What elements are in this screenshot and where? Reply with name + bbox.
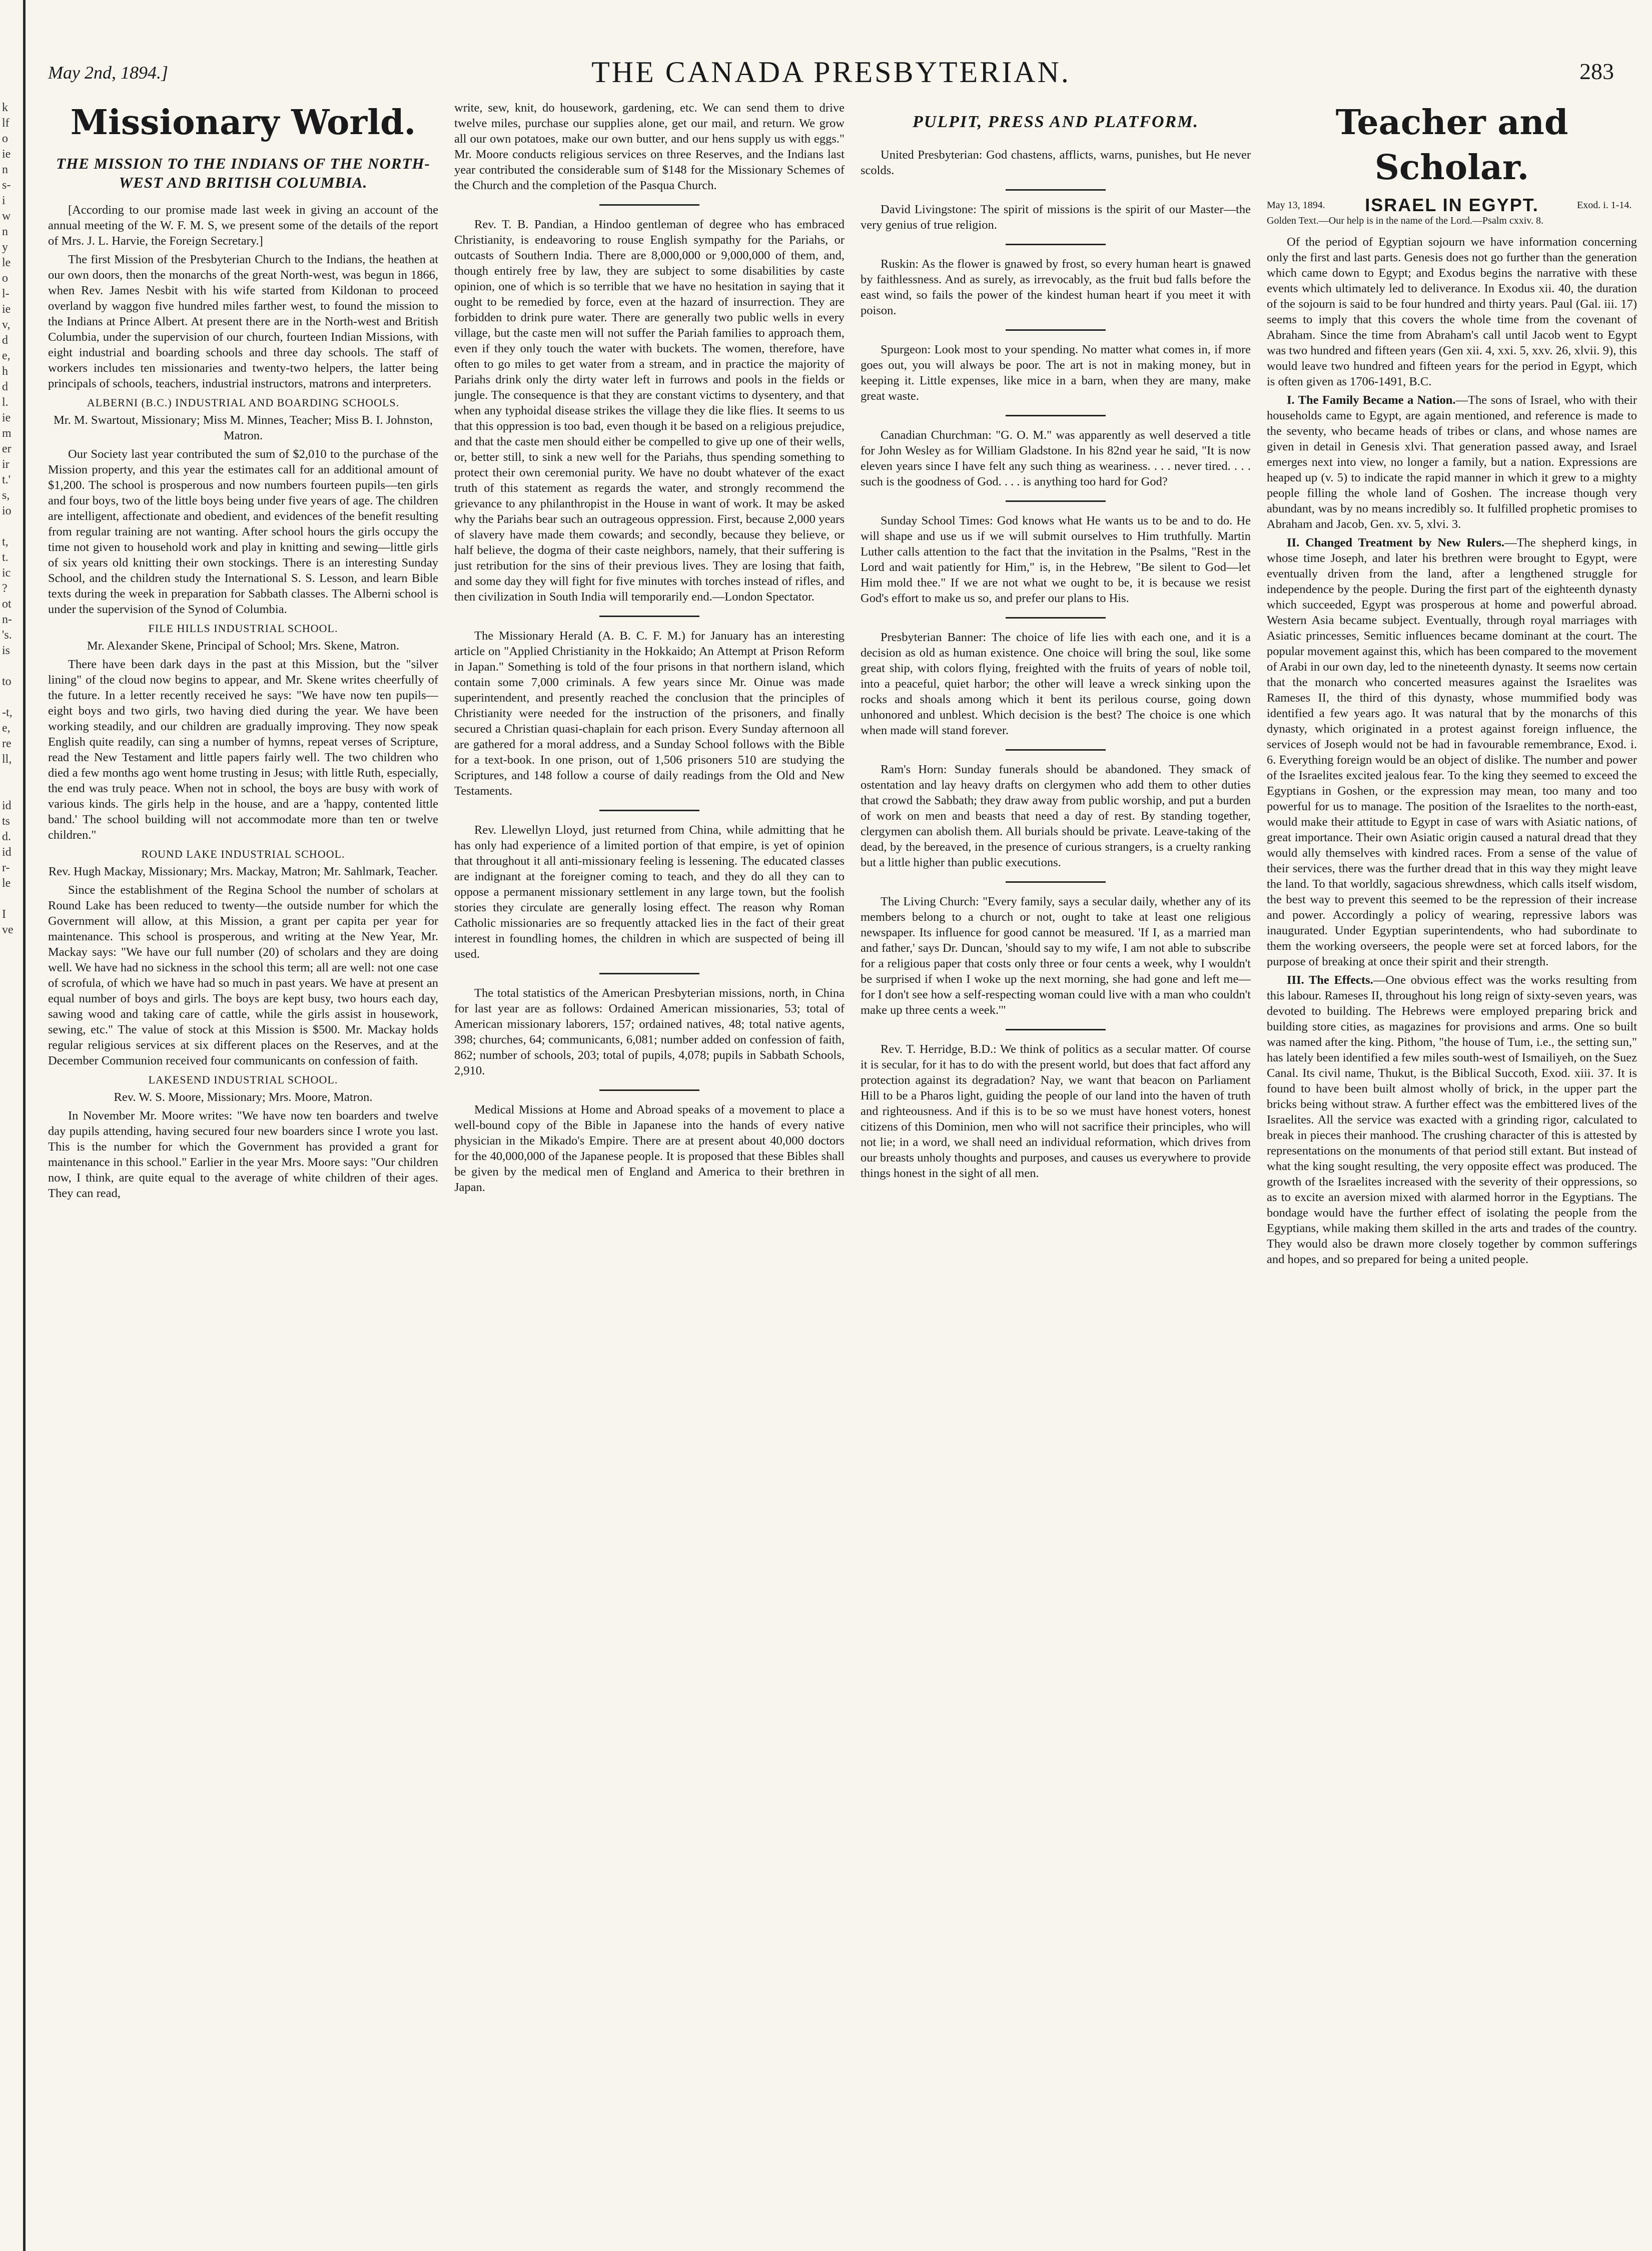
margin-fragment: is bbox=[2, 644, 11, 657]
margin-fragment: d. bbox=[2, 830, 11, 843]
column-teacher-and-scholar bbox=[1267, 100, 1637, 2232]
margin-fragment: le bbox=[2, 877, 11, 890]
margin-fragment bbox=[2, 783, 20, 798]
margin-fragment: ve bbox=[2, 923, 14, 936]
margin-fragment: id bbox=[2, 846, 12, 859]
margin-fragment: ir bbox=[2, 458, 10, 471]
lesson-title: ISRAEL IN EGYPT. bbox=[1365, 195, 1539, 215]
margin-fragment: -t, bbox=[2, 706, 13, 719]
school-heading: ALBERNI (B.C.) INDUSTRIAL AND BOARDING SCHOOLS. bbox=[87, 396, 400, 409]
margin-fragment: s- bbox=[2, 179, 11, 192]
divider bbox=[599, 616, 699, 617]
column-missionary-world bbox=[48, 100, 438, 2232]
divider bbox=[1006, 500, 1106, 502]
margin-fragment: m bbox=[2, 427, 12, 440]
margin-fragment: ts bbox=[2, 815, 11, 828]
margin-fragment: l. bbox=[2, 396, 9, 409]
margin-fragment bbox=[2, 690, 20, 705]
divider bbox=[599, 810, 699, 811]
divider bbox=[1006, 881, 1106, 883]
margin-fragment: n bbox=[2, 225, 8, 238]
point-text: —The sons of Israel, who with their households came to Egypt, are again mentioned, and reference is made to the seventy, who became heads of tribes or clans, and whose names are given in detail in Genesis xlvi. That generation passed away, and Israel emerges next into view, no longer a family, but a nation. Expressions are heaped up (v. 5) to indicate the rapid manner in which it grew to a mighty people filling the whole land of Goshen. The increase though very abundant, was by no means incredibly so. It fulfilled prophetic promises to Abraham and Jacob, Gen. xv. 5, xlvi. 3. bbox=[1267, 393, 1637, 531]
article-paragraph: The total statistics of the American Presbyterian missions, north, in China for last year are as follows: Ordained American missionaries, 53; total of American missionary laborers, 157; ordained natives, 48; total native agents, 398; churches, 64; communicants, 6,081; number added on confession of faith, 862; number of schools, 203; total of pupils, 4,078; pupils in Sabbath Schools, 2,910. bbox=[454, 986, 845, 1077]
page-number: 283 bbox=[1579, 59, 1614, 84]
divider bbox=[1006, 617, 1106, 619]
margin-fragment: ie bbox=[2, 411, 11, 424]
margin-fragment: d bbox=[2, 334, 8, 347]
article-intro: [According to our promise made last week in giving an account of the annual meeting of the W. F. M. S, we present some of the details of the report of Mrs. J. L. Harvie, the Foreign Secretary.] bbox=[48, 203, 438, 248]
article-paragraph: write, sew, knit, do housework, gardening, etc. We can send them to drive twelve miles, purchase our supplies alone, get our mail, and return. We grow all our own potatoes, make our own butter, and our hens supply us with eggs." Mr. Moore conducts religious services on three Reserves, and the Indians last year contributed the considerable sum of $148 for the Missionary Schemes of the Church and the completion of the Pasqua Church. bbox=[454, 101, 845, 192]
margin-fragment: I bbox=[2, 908, 6, 921]
divider bbox=[599, 204, 699, 206]
margin-fragment: id bbox=[2, 799, 12, 812]
margin-fragment: h bbox=[2, 365, 8, 378]
article-paragraph: Rev. Llewellyn Lloyd, just returned from China, while admitting that he has only had experience of a limited portion of that empire, is yet of opinion that throughout it all anti-missionary feeling is lessening. The educated classes are indignant at the foreigner coming to teach, and they do all they can to oppose a permanent missionary settlement in any large town, but the foolish stories they circulate are generally losing effect. The reason why Roman Catholic missionaries are so frequently attacked lies in the fact of their great interest in foundling homes, the children in which are suspected of being ill used. bbox=[454, 823, 845, 961]
lesson-point bbox=[1267, 535, 1637, 969]
margin-fragment bbox=[2, 891, 20, 907]
margin-fragment: i bbox=[2, 194, 6, 207]
point-text: —The shepherd kings, in whose time Joseph, and later his brethren were brought to Egypt, were eventually driven from the land, after a lengthened struggle for independence by the people. During the first part of the eighteenth dynasty which succeeded, Egypt was prosperous at home and powerful abroad. Western Asia became subject. Eventually, through royal marriages with Asiatic princesses, Semitic influences became dominant at the court. The popular movement against this, which has been compared to the movement of Arabi in our own day, led to the nineteenth dynasty. It seems now certain that the monarch who concerted measures against the Israelites was Rameses II, the third of this dynasty, whose mummified body was identified a few years ago. It was natural that by the monarchs of this dynasty, which originated in a protest against foreign influence, the services of Joseph would not be had in favourable remembrance, Exod. i. 6. Everything foreign would be an object of dislike. The number and power of the Israelites excited jealous fear. To the king they seemed to exceed the Egyptians in Goshen, or the expression may mean, too many and too powerful for us to manage. The position of the Israelites to the north-east, would make their attitude to Egypt in case of wars with Asiatic nations, of great importance. Their own Asiatic origin caused a natural dread that they would ally themselves with kindred races. From a sense of the value of their services, there was the further dread that in this way they might leave the land. To that worldly, sagacious shrewdness, which calls itself wisdom, the best way to prevent this seemed to be the repression of their increase and power. Accordingly a policy of wearing, repressive labors was inaugurated. Under Egyptian superintendents, who had subordinate to them the working overseers, the people were set at forced labors, for the purpose of breaking at once their spirit and their strength. bbox=[1267, 536, 1637, 968]
lesson-point bbox=[1267, 972, 1637, 1267]
column-pulpit-press-platform bbox=[861, 100, 1251, 2232]
divider bbox=[1006, 244, 1106, 245]
margin-fragment: d bbox=[2, 380, 8, 393]
school-heading: LAKESEND INDUSTRIAL SCHOOL. bbox=[148, 1073, 338, 1086]
newspaper-title: THE CANADA PRESBYTERIAN. bbox=[591, 56, 1071, 89]
margin-fragment: e, bbox=[2, 349, 11, 362]
margin-fragment: o bbox=[2, 272, 8, 285]
article-paragraph: Since the establishment of the Regina School the number of scholars at Round Lake has been reduced to twenty—the outside number for which the Government will allow, at this Mission, a grant per capita per year for maintenance. This school is prosperous, and writing at the New Year, Mr. Mackay says: "We have our full number (20) of scholars and they are doing well. We have had no sickness in the school this term; all are well: not one case of scrofula, of which we have had so much in past years. We have at present an equal number of boys and girls. The boys are kept busy, two hours each day, sawing wood and taking care of cattle, while the girls assist in housework, sewing, etc." The value of stock at this Mission is $500. Mr. Mackay holds regular religious services at six different places on the Reserves, and at the December Communion received four communicants on confession of faith. bbox=[48, 883, 438, 1067]
school-staff: Rev. W. S. Moore, Missionary; Mrs. Moore, Matron. bbox=[114, 1090, 373, 1104]
point-label: I. The Family Became a Nation. bbox=[1287, 393, 1456, 407]
quotation: Ruskin: As the flower is gnawed by frost, so every human heart is gnawed by faithlessness. And as surely, as irrevocably, as the fruit bud falls before the east wind, so fails the power of the kindest human heart if you meet it with poison. bbox=[861, 257, 1251, 317]
margin-fragment: r- bbox=[2, 861, 10, 874]
article-paragraph: In November Mr. Moore writes: "We have now ten boarders and twelve day pupils attending, having secured four new boarders since I wrote you last. This is the number for which the Government has provided a grant for maintenance in this school." Earlier in the year Mrs. Moore says: "Our children now, I think, are quite equal to the average of white children of their ages. They can read, bbox=[48, 1109, 438, 1200]
margin-fragment: le bbox=[2, 256, 11, 269]
margin-fragment: ie bbox=[2, 303, 11, 316]
margin-fragment: e, bbox=[2, 722, 11, 735]
margin-fragment: y bbox=[2, 241, 8, 254]
margin-fragment: ot bbox=[2, 598, 12, 611]
divider bbox=[599, 973, 699, 974]
margin-fragment: t.' bbox=[2, 473, 11, 486]
margin-fragment: ? bbox=[2, 582, 8, 595]
margin-fragment: er bbox=[2, 442, 12, 455]
school-heading: ROUND LAKE INDUSTRIAL SCHOOL. bbox=[141, 848, 345, 860]
margin-fragment: t, bbox=[2, 535, 9, 548]
column-missionary-news bbox=[454, 100, 845, 2232]
issue-date: May 2nd, 1894.] bbox=[48, 63, 168, 83]
quotation: The Living Church: "Every family, says a secular daily, whether any of its members belong to a church or not, ought to take at least one religious newspaper. Its influence for good cannot be measured. 'If I, as a married man and father,' says Dr. Duncan, 'should say to my wife, I am not able to subscribe for a religious paper that costs only three or four cents a week, why I wouldn't be surprised if when I woke up the next morning, she had gone and left me—for I don't see how a self-respecting woman could live with a man who couldn't make up three cents a week.'" bbox=[861, 895, 1251, 1017]
lesson-point bbox=[1267, 392, 1637, 532]
margin-fragment bbox=[2, 767, 20, 783]
margin-fragment: lf bbox=[2, 117, 10, 130]
point-text: —One obvious effect was the works resulting from this labour. Rameses II, throughout his long reign of sixty-seven years, was devoted to building. The Hebrews were employed preparing brick and building store cities, as magazines for provisions and arms. One so built was named after the king. Pithom, "the house of Tum, i.e., the setting sun," has lately been identified a few miles south-west of Ismailiyeh, on the Suez Canal. Its civil name, Thukut, is the Biblical Succoth, Exod. xiii. 37. It is found to have been built almost wholly of brick, in the upper part the bricks being without straw. A further effect was the embittered lives of the Israelites. All the service was exacted with a grinding rigor, calculated to break in pieces their manhood. The crushing character of this is attested by representations on the monuments of that period still extant. But instead of what the king sought resulting, the very opposite effect was produced. The growth of the Israelites increased with the severity of their oppressions, so as to excite an aversion mixed with alarmed horror in the Egyptians. The bondage would have the further effect of isolating the people from the Egyptians, while making them skilled in the arts and trades of the country. They would also be drawn more closely together by common sufferings and hopes, and so prepared for being a united people. bbox=[1267, 973, 1637, 1266]
margin-fragment: io bbox=[2, 504, 12, 517]
quotation: Rev. T. Herridge, B.D.: We think of politics as a secular matter. Of course it is secular, for it has to do with the present world, but does that fact afford any protection against its degradation? Nay, we want that beacon on Parliament Hill to be a Pharos light, guiding the people of our land into the haven of truth and righteousness. And if this is to be so we must have honest voters, honest citizens of this Dominion, men who will not sacrifice their principles, who will not lie; in a word, we shall need an individual reformation, which drives from our breasts unholy thoughts and purposes, and causes us everywhere to provide things honest in the sight of all men. bbox=[861, 1042, 1251, 1180]
margin-fragment: re bbox=[2, 737, 12, 750]
section-title: Teacher and Scholar. bbox=[1335, 103, 1568, 188]
point-label: II. Changed Treatment by New Rulers. bbox=[1287, 536, 1505, 549]
margin-fragment: ic bbox=[2, 567, 11, 580]
margin-fragment: o bbox=[2, 132, 8, 145]
school-staff: Rev. Hugh Mackay, Missionary; Mrs. Mackay, Matron; Mr. Sahlmark, Teacher. bbox=[48, 865, 438, 878]
article-paragraph: There have been dark days in the past at this Mission, but the "silver lining" of the cloud now begins to appear, and Mr. Skene writes cheerfully of the future. In a letter recently received he says: "We have now ten pupils—eight boys and two girls, two having died during the year. We have been working steadily, and our children are gradually improving. They now speak English quite readily, can sing a number of hymns, repeat verses of Scripture, read the New Testament and little papers fairly well. The two children who died a few months ago went home trusting in Jesus; with little Ruth, especially, the end was truly peace. When not in school, the boys are busy with work of various kinds. The girls help in the house, and are a 'happy, contented little band.' The school building will not accommodate more than ten or twelve children." bbox=[48, 658, 438, 842]
margin-fragment: n- bbox=[2, 613, 12, 626]
quotation: David Livingstone: The spirit of missions is the spirit of our Master—the very genius of true religion. bbox=[861, 203, 1251, 232]
article-paragraph: Medical Missions at Home and Abroad speaks of a movement to place a well-bound copy of the Bible in Japanese into the hands of every native physician in the Mikado's Empire. There are at present about 40,000 doctors for the 40,000,000 of the Japanese people. It is proposed that these Bibles shall be given by the medical men of England and America to their brethren in Japan. bbox=[454, 1103, 845, 1194]
section-title: PULPIT, PRESS AND PLATFORM. bbox=[913, 113, 1199, 131]
margin-fragment: ie bbox=[2, 148, 11, 161]
quotation: United Presbyterian: God chastens, afflicts, warns, punishes, but He never scolds. bbox=[861, 148, 1251, 177]
margin-fragment: ll, bbox=[2, 753, 12, 766]
golden-text: Golden Text.—Our help is in the name of the Lord.—Psalm cxxiv. 8. bbox=[1267, 215, 1543, 226]
article-paragraph: Rev. T. B. Pandian, a Hindoo gentleman of degree who has embraced Christianity, is endeavoring to rouse English sympathy for the Pariahs, or outcasts of Southern India. There are 8,000,000 or 9,000,000 of them, and, though entirely free by law, they are subject to some disabilities by caste opinion, one of which is so terrible that we have no hesitation in saying that it ought to be remedied by force, even at the hazard of insurrection. They are forbidden to drink pure water. There are generally two public wells in every village, but the caste men will not suffer the Pariah families to approach them, even if they only touch the water with buckets. The women, therefore, have often to go miles to get water from a stream, and in practice the majority of Pariahs drink only the dirty water left in furrows and pools in the fields or jungle. The consequence is that they are constant victims to dysentery, and that when any typhoidal disease strikes the village they die like flies. It seems to us that this oppression is too bad, even though it be based on a religious prejudice, and that the caste men should either be compelled to give up one of their wells, or, better still, to sink a new well for the Pariahs, thus spending something to protect their own ceremonial purity. We have no doubt whatever of the exact truth of this statement as regards the water, and strongly recommend the grievance to any philanthropist in the House in want of work. It may be asked why the Pariahs bear such an outrageous oppression. First, because 2,000 years of slavery have made them cowards; and secondly, because they believe, or half believe, the dogma of their caste neighbors, namely, that their suffering is just retribution for the sins of their previous lives. They are losing that faith, and some day they will fight for five minutes with torches instead of rifles, and then civilization in South India will temporarily end.—London Spectator. bbox=[454, 218, 845, 604]
quotation: Spurgeon: Look most to your spending. No matter what comes in, if more goes out, you will always be poor. The art is not in making money, but in keeping it. Little expenses, like mice in a barn, when they are many, make great waste. bbox=[861, 343, 1251, 403]
lesson-paragraph: Of the period of Egyptian sojourn we have information concerning only the first and last parts. Genesis does not go further than the generation which came down to Egypt; and Exodus begins the narrative with these events which ultimately led to deliverance. In Exodus xii. 40, the duration of the sojourn is said to be four hundred and thirty years. Paul (Gal. iii. 17) seems to imply that this covers the whole time from the covenant of Abraham. Since the time from Abraham's call until Jacob went to Egypt was two hundred and fifteen years (Gen xii. 4, xxi. 5, xxv. 26, xlvii. 9), this would leave two hundred and fifteen years for the period in Egypt, which is often given as 1706-1491, B.C. bbox=[1267, 235, 1637, 388]
quotation: Presbyterian Banner: The choice of life lies with each one, and it is a decision as old as human existence. One choice will bring the soul, like some great ship, with colors flying, freighted with the fruits of years of noble toil, into a peaceful, quiet harbor; the other will leave a wreck sinking upon the rocks and shoals among which it bent its perilous course, going down unhonored and unblest. Which decision is the best? The choice is one which when made will stand forever. bbox=[861, 631, 1251, 737]
margin-fragment: n bbox=[2, 163, 8, 176]
article-paragraph: Our Society last year contributed the sum of $2,010 to the purchase of the Mission property, and this year the estimates call for an additional amount of $1,200. The school is prosperous and now numbers fourteen pupils—ten girls and four boys, two of the little boys being under five years of age. The children are intelligent, affectionate and obedient, and evidences of the benefit resulting from regular training are not wanting. After school hours the girls occupy the time not given to household work and play in knitting and sewing—little girls of six years old knitting their own stockings. There is an interesting Sunday School, and the children study the International S. S. Lesson, and learn Bible texts during the week in preparation for Sabbath classes. The Alberni school is under the supervision of the Synod of Columbia. bbox=[48, 447, 438, 616]
masthead bbox=[48, 55, 1614, 95]
article-headline: THE MISSION TO THE INDIANS OF THE NORTH-WEST AND BRITISH COLUMBIA. bbox=[56, 155, 430, 191]
divider bbox=[1006, 1029, 1106, 1030]
point-label: III. The Effects. bbox=[1287, 973, 1373, 987]
school-staff: Mr. M. Swartout, Missionary; Miss M. Minnes, Teacher; Miss B. I. Johnston, Matron. bbox=[53, 413, 433, 442]
margin-fragment: s, bbox=[2, 489, 10, 502]
lesson-date: May 13, 1894. bbox=[1267, 200, 1325, 211]
divider bbox=[1006, 329, 1106, 331]
quotation: Ram's Horn: Sunday funerals should be abandoned. They smack of ostentation and lay heavy drafts on clergymen who add them to other duties that crowd the Sabbath; they draw away from public worship, and put a burden of work on men and beasts that need a day of rest. By standing together, clergymen can abolish them. All burials should be private. Leave-taking of the dead, by the bereaved, in the presence of curious strangers, is a cruelty ranking but a little higher than public executions. bbox=[861, 763, 1251, 869]
quotation: Canadian Churchman: "G. O. M." was apparently as well deserved a title for John Wesley as for William Gladstone. In his 82nd year he said, "It is now eleven years since I have felt any such thing as weariness. . . . never tired. . . . such is the goodness of God. . . . is anything too hard for God? bbox=[861, 428, 1251, 488]
article-paragraph: The first Mission of the Presbyterian Church to the Indians, the heathen at our own doors, then the monarchs of the great North-west, was begun in 1866, when Rev. James Nesbit with his wife started from Kildonan to proceed overland by waggon five hundred miles farther west, to found the mission to the Indians at Prince Albert. At present there are in the North-west and British Columbia, under the supervision of our church, fourteen Indian Missions, with eight industrial and boarding schools and three day schools. The staff of workers includes ten missionaries and twenty-two helpers, the latter being principals of schools, teachers, industrial instructors, matrons and interpreters. bbox=[48, 253, 438, 390]
margin-fragment: 's. bbox=[2, 629, 12, 642]
divider bbox=[1006, 749, 1106, 751]
article-paragraph: The Missionary Herald (A. B. C. F. M.) for January has an interesting article on "Applied Christianity in the Hokkaido; An Attempt at Prison Reform in Japan." Something is told of the four prisons in that northern island, which contain some 7,000 criminals. A few years since Mr. Oinue was made superintendent, and presently reached the conclusion that the principles of Christianity were needed for the instruction of the prisoners, and finally secured a Christian quasi-chaplain for each prison. Every Sunday afternoon all are gathered for a moral address, and a Sunday School follows with the Bible for a text-book. In one prison, out of 1,506 prisoners 510 are studying the Scriptures, and 148 follow a course of daily readings from the Old and New Testaments. bbox=[454, 629, 845, 798]
margin-fragment: l- bbox=[2, 287, 10, 300]
divider bbox=[1006, 415, 1106, 416]
school-heading: FILE HILLS INDUSTRIAL SCHOOL. bbox=[148, 622, 338, 635]
margin-fragment bbox=[2, 519, 20, 534]
margin-fragment: w bbox=[2, 210, 11, 223]
margin-fragment: t. bbox=[2, 551, 9, 564]
margin-fragment: k bbox=[2, 101, 8, 114]
margin-fragment: v, bbox=[2, 318, 11, 331]
divider bbox=[599, 1089, 699, 1091]
left-margin-fragments bbox=[2, 100, 20, 938]
lesson-header bbox=[1267, 195, 1637, 215]
section-title: Missionary World. bbox=[70, 103, 416, 143]
quotation: Sunday School Times: God knows what He wants us to be and to do. He will shape and use us if we will submit ourselves to Him truthfully. Martin Luther calls attention to the fact that the invitation in the Psalms, "Rest in the Lord and wait patiently for Him," is, in the Hebrew, "Be silent to God—let Him mold thee." If we are not what we ought to be, it is because we resist God's effort to make us so, and prefer our plans to His. bbox=[861, 514, 1251, 605]
margin-fragment bbox=[2, 659, 20, 674]
margin-fragment: to bbox=[2, 675, 12, 688]
divider bbox=[1006, 189, 1106, 191]
school-staff: Mr. Alexander Skene, Principal of School; Mrs. Skene, Matron. bbox=[87, 639, 399, 653]
lesson-reference: Exod. i. 1-14. bbox=[1577, 200, 1632, 211]
